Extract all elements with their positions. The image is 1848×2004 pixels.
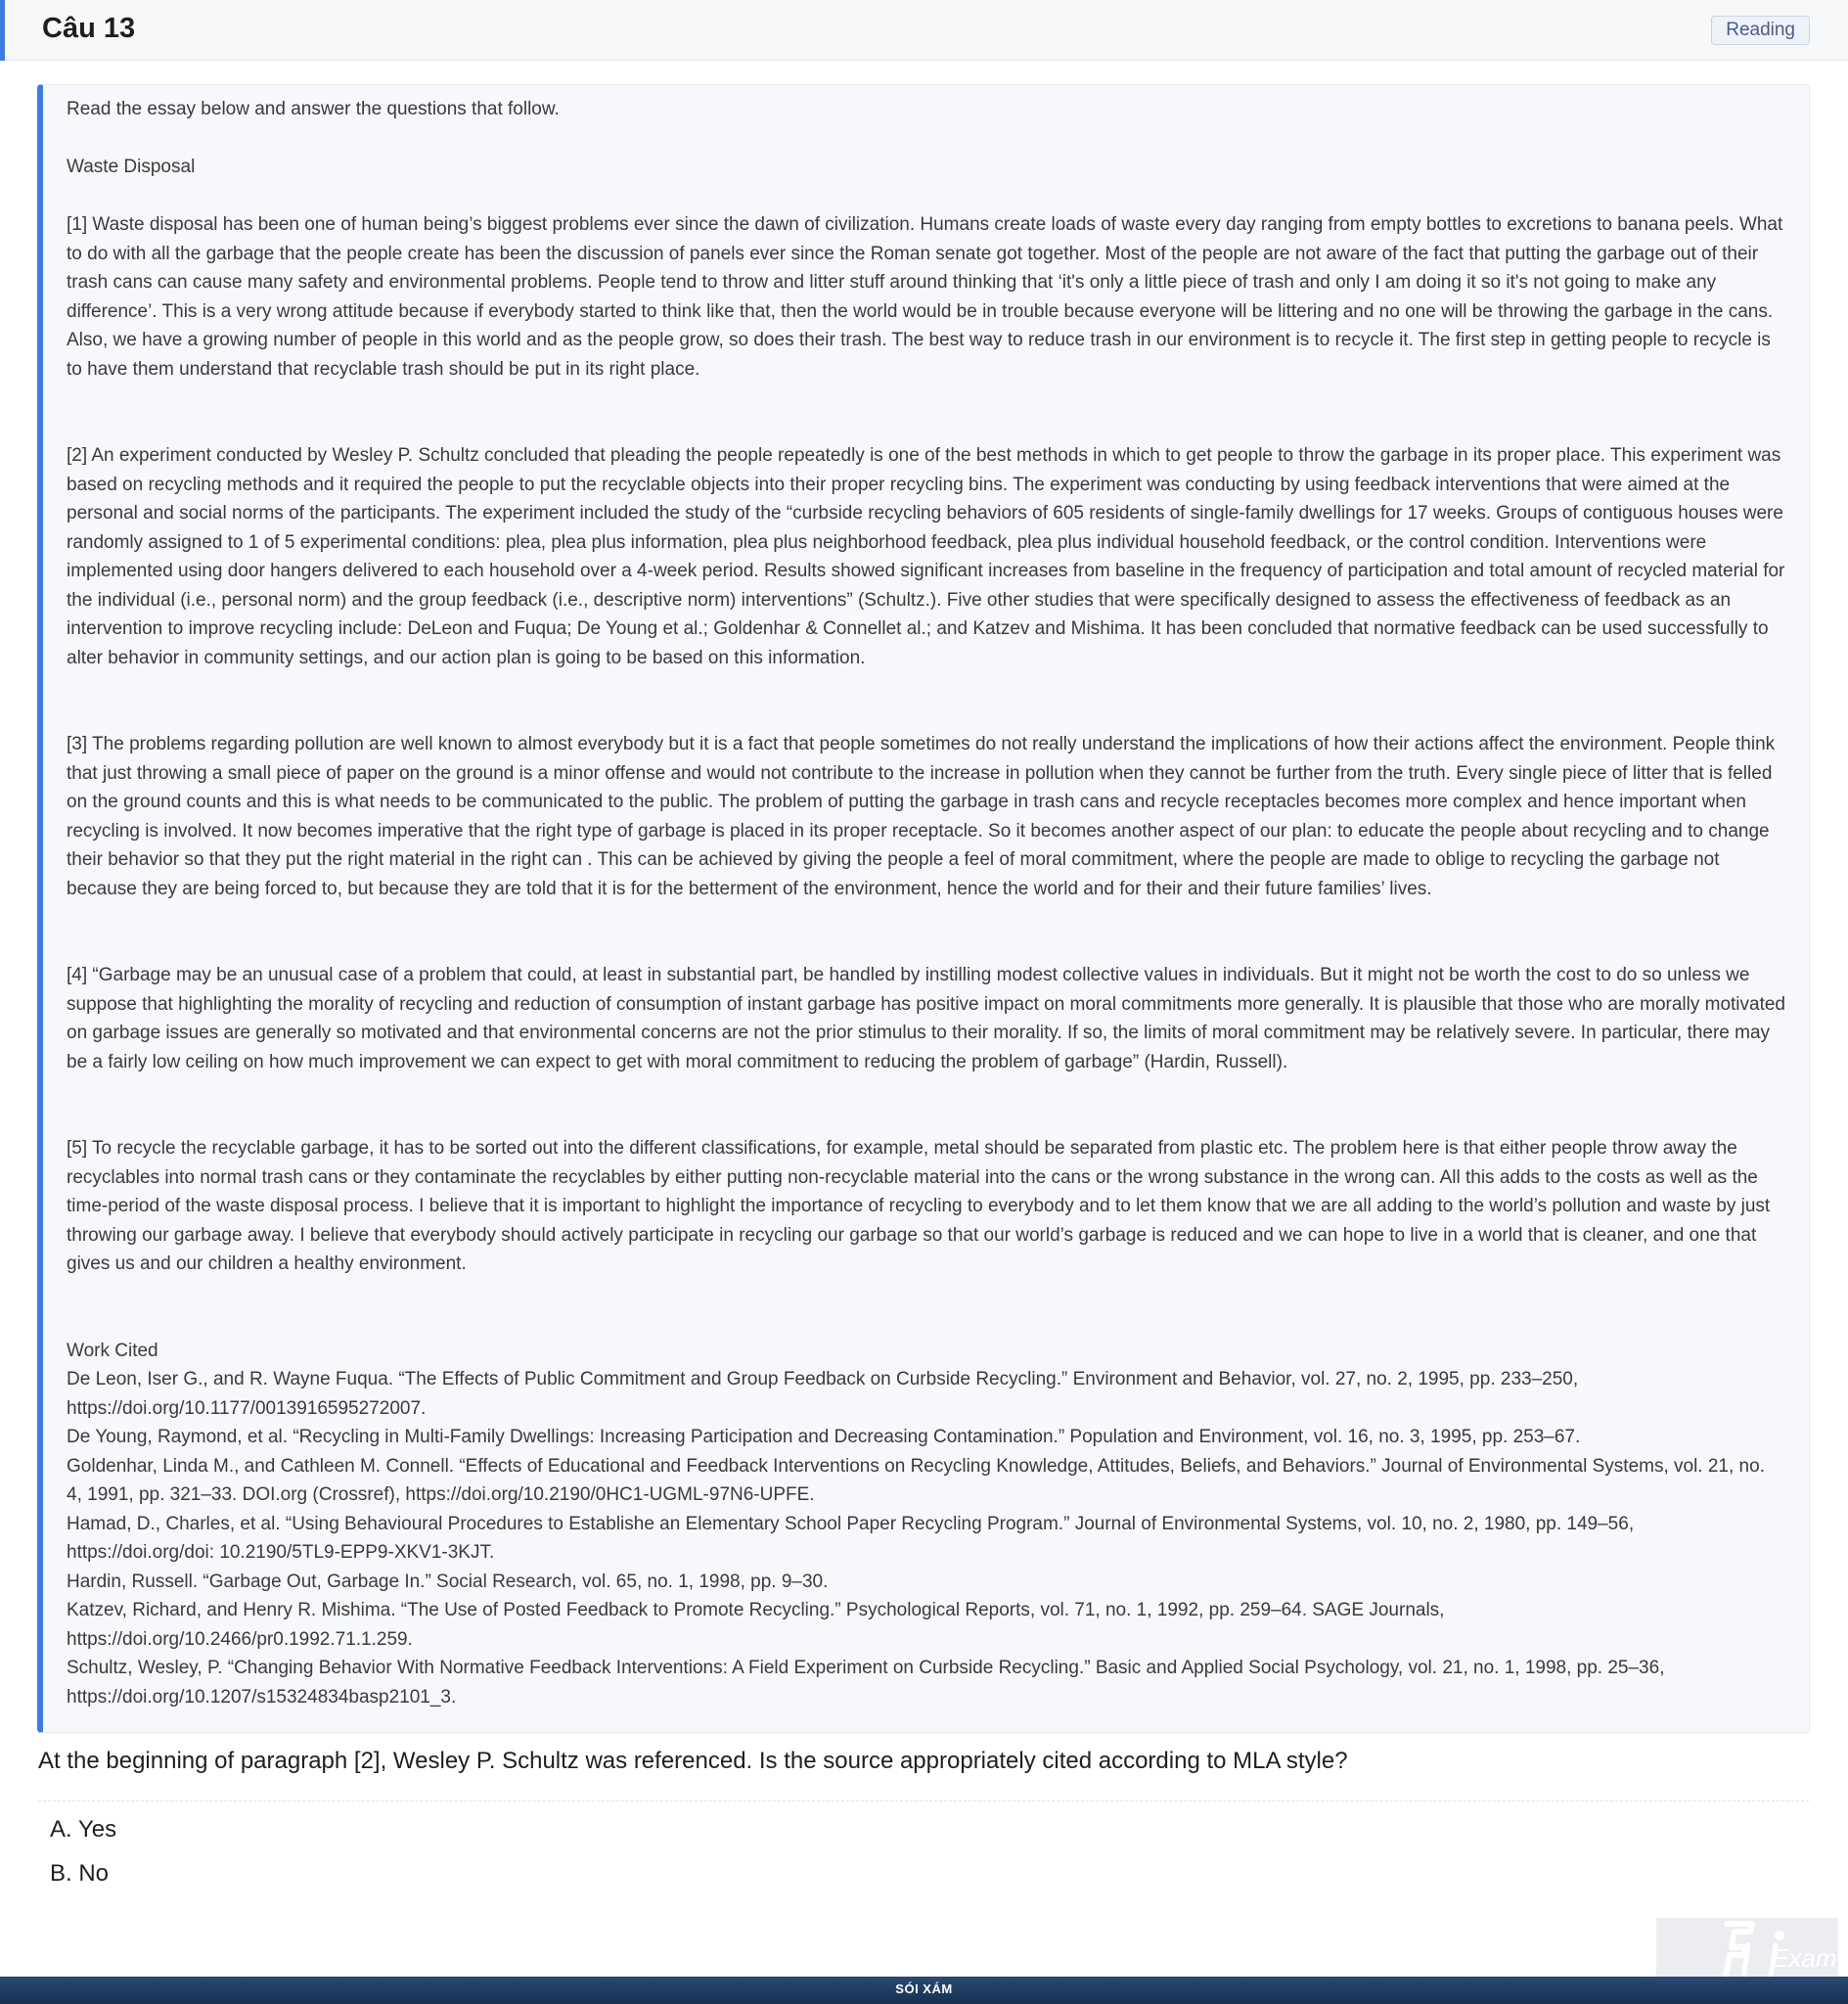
essay-paragraph-3: [3] The problems regarding pollution are well known to almost everybody but it is a fact that people sometimes do not really understand the implications of how their actions affect the environment. People think that just throwing a small piece of paper on the ground is a minor offense and would not contribute to the increase in pollution when they cannot be further from the truth. Every single piece of litter that is felled on the ground counts and this is what needs to be communicated to the public. The problem of putting the garbage in trash cans and recycle receptacles becomes more complex and hence important when recycling is involved. It now becomes imperative that the right type of garbage is placed in its proper receptacle. So it becomes another aspect of our plan: to educate the people about recycling and to change their behavior so that they put the right material in the right can . This can be achieved by giving the people a feel of moral commitment, where the people are made to oblige to recycling the garbage not because they are being forced to, but because they are told that it is for the betterment of the environment, hence the world and for their and their future families’ lives. bbox=[67, 734, 1776, 899]
essay-title: Waste Disposal bbox=[67, 157, 196, 177]
svg-text:Exam: Exam bbox=[1772, 1943, 1837, 1973]
works-cited-heading: Work Cited bbox=[67, 1340, 158, 1361]
works-cited-entry: De Leon, Iser G., and R. Wayne Fuqua. “The Effects of Public Commitment and Group Feedback on Curbside Recycling.” Environment and Behavior, vol. 27, no. 2, 1995, pp. 233–250, https://doi.org/10.1177/0013916595272007. bbox=[67, 1369, 1579, 1419]
works-cited bbox=[67, 1337, 1785, 1712]
essay-paragraph-4: [4] “Garbage may be an unusual case of a problem that could, at least in substantial part, be handled by instilling modest collective values in individuals. But it might not be worth the cost to do so unless we suppose that highlighting the morality of recycling and reduction of consumption of instant garbage has positive impact on moral commitments more generally. It is plausible that those who are morally motivated on garbage issues are generally so motivated and that environmental concerns are not the prior stimulus to their morality. If so, the limits of moral commitment may be relatively severe. In particular, there may be a fairly low ceiling on how much improvement we can expect to get with moral commitment to reducing the problem of garbage” (Hardin, Russell). bbox=[67, 965, 1785, 1072]
reading-passage bbox=[37, 84, 1810, 1733]
question-divider bbox=[38, 1800, 1809, 1801]
works-cited-entry: De Young, Raymond, et al. “Recycling in Multi-Family Dwellings: Increasing Participation and Decreasing Contamination.” Population and Environment, vol. 16, no. 3, 1995, pp. 253–67. bbox=[67, 1427, 1581, 1447]
works-cited-entry: Hardin, Russell. “Garbage Out, Garbage In.” Social Research, vol. 65, no. 1, 1998, pp. 9–30. bbox=[67, 1571, 829, 1592]
section-badge-reading: Reading bbox=[1711, 16, 1810, 45]
essay-paragraph-1: [1] Waste disposal has been one of human being’s biggest problems ever since the dawn of civilization. Humans create loads of waste every day ranging from empty bottles to excretions to banana peels. What to do with all the garbage that the people create has been the discussion of panels ever since the Roman senate got together. Most of the people are not aware of the fact that putting the garbage out of their trash cans can cause many safety and environmental problems. People tend to throw and litter stuff around thinking that ‘it's only a little piece of trash and only I am doing it so it's not going to make any difference’. This is a very wrong attitude because if everybody started to think like that, then the world would be in trouble because everyone will be littering and no one will be throwing the garbage in the cans. Also, we have a growing number of people in this world and as the people grow, so does their trash. The best way to reduce trash in our environment is to recycle it. The first step in getting people to recycle is to have them understand that recyclable trash should be put in its right place. bbox=[67, 214, 1783, 380]
passage-instructions: Read the essay below and answer the questions that follow. bbox=[67, 99, 560, 119]
header-accent-bar bbox=[0, 0, 5, 61]
question-header bbox=[0, 0, 1848, 61]
essay-paragraph-2: [2] An experiment conducted by Wesley P. Schultz concluded that pleading the people repeatedly is one of the best methods in which to get people to throw the garbage in its proper place. This experiment was based on recycling methods and it required the people to put the recyclable objects into their proper recycling bins. The experiment was conducting by using feedback interventions that were aimed at the personal and social norms of the participants. The experiment included the study of the “curbside recycling behaviors of 605 residents of single-family dwellings for 17 weeks. Groups of contiguous houses were randomly assigned to 1 of 5 experimental conditions: plea, plea plus information, plea plus neighborhood feedback, plea plus individual household feedback, or the control condition. Interventions were implemented using door hangers delivered to each household over a 4-week period. Results showed significant increases from baseline in the frequency of participation and total amount of recycled material for the individual (i.e., personal norm) and the group feedback (i.e., descriptive norm) interventions” (Schultz.). Five other studies that were specifically designed to assess the effectiveness of feedback as an intervention to improve recycling include: DeLeon and Fuqua; De Young et al.; Goldenhar & Connellet al.; and Katzev and Mishima. It has been concluded that normative feedback can be used successfully to alter behavior in community settings, and our action plan is going to be based on this information. bbox=[67, 445, 1785, 668]
works-cited-entry: Goldenhar, Linda M., and Cathleen M. Connell. “Effects of Educational and Feedback Interventions on Recycling Knowledge, Attitudes, Beliefs, and Behaviors.” Journal of Environmental Systems, vol. 21, no. 4, 1991, pp. 321–33. DOI.org (Crossref), https://doi.org/10.2190/0HC1-UGML-97N6-UPFE. bbox=[67, 1455, 1765, 1505]
answer-option-a[interactable]: A. Yes bbox=[50, 1816, 117, 1843]
question-number-title: Câu 13 bbox=[42, 13, 136, 44]
works-cited-entry: Schultz, Wesley, P. “Changing Behavior With Normative Feedback Interventions: A Field Experiment on Curbside Recycling.” Basic and Applied Social Psychology, vol. 21, no. 1, 1998, pp. 25–36, https://doi.org/10.1207/s15324834basp2101_3. bbox=[67, 1658, 1665, 1708]
works-cited-entry: Katzev, Richard, and Henry R. Mishima. “The Use of Posted Feedback to Promote Recycling.” Psychological Reports, vol. 71, no. 1, 1992, pp. 259–64. SAGE Journals, https://doi.org/10.2466/pr0.1992.71.1.259. bbox=[67, 1600, 1445, 1650]
question-text: At the beginning of paragraph [2], Wesley P. Schultz was referenced. Is the source appropriately cited according to MLA style? bbox=[38, 1748, 1348, 1774]
footer-bar bbox=[0, 1977, 1848, 2004]
works-cited-entry: Hamad, D., Charles, et al. “Using Behavioural Procedures to Establishe an Elementary School Paper Recycling Program.” Journal of Environmental Systems, vol. 10, no. 2, 1980, pp. 149–56, https://doi.org/doi: 10.2190/5TL9-EPP9-XKV1-3KJT. bbox=[67, 1513, 1635, 1563]
essay-paragraph-5: [5] To recycle the recyclable garbage, it has to be sorted out into the different classifications, for example, metal should be separated from plastic etc. The problem here is that either people throw away the recyclables into normal trash cans or they contaminate the recyclables by either putting non-recyclable material into the cans or the wrong substance in the wrong can. All this adds to the costs as well as the time-period of the waste disposal process. I believe that it is important to highlight the importance of recycling to everybody and to let them know that we are all adding to the world’s pollution and waste by just throwing our garbage away. I believe that everybody should actively participate in recycling our garbage so that our world’s garbage is reduced and we can hope to live in a world that is cleaner, and one that gives us and our children a healthy environment. bbox=[67, 1138, 1771, 1274]
answer-option-b[interactable]: B. No bbox=[50, 1860, 110, 1887]
footer-label: SÓI XÁM bbox=[895, 1981, 953, 1996]
